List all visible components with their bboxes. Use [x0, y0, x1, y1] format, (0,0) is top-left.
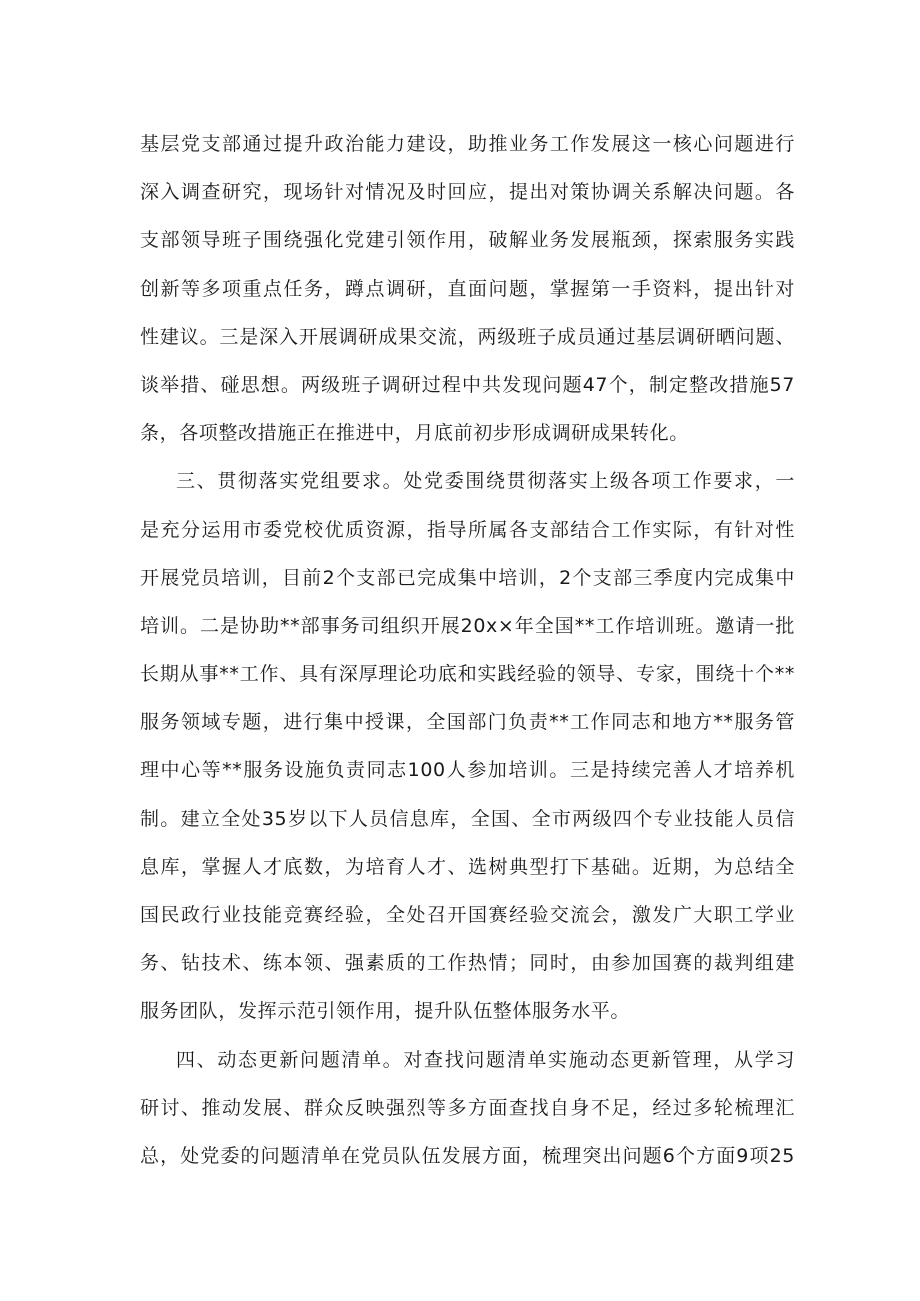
text-line: 制。建立全处35岁以下人员信息库，全国、全市两级四个专业技能人员信 — [140, 807, 795, 830]
text-line: 理中心等**服务设施负责同志100人参加培训。三是持续完善人才培养机 — [140, 759, 795, 782]
text-line: 深入调查研究，现场针对情况及时回应，提出对策协调关系解决问题。各 — [140, 181, 795, 204]
text-line: 服务领域专题，进行集中授课，全国部门负责**工作同志和地方**服务管 — [140, 711, 795, 734]
text-line: 性建议。三是深入开展调研成果交流，两级班子成员通过基层调研晒问题、 — [140, 325, 795, 348]
text-line: 总，处党委的问题清单在党员队伍发展方面，梳理突出问题6个方面9项25 — [140, 1144, 795, 1167]
text-line: 是充分运用市委党校优质资源，指导所属各支部结合工作实际，有针对性 — [140, 518, 795, 541]
text-line: 条，各项整改措施正在推进中，月底前初步形成调研成果转化。 — [140, 422, 689, 445]
text-line: 支部领导班子围绕强化党建引领作用，破解业务发展瓶颈，探索服务实践 — [140, 229, 795, 252]
body-text — [140, 120, 795, 1180]
section-heading-line: 四、动态更新问题清单。对查找问题清单实施动态更新管理，从学习 — [176, 1048, 795, 1071]
text-line: 务、钻技术、练本领、强素质的工作热情；同时，由参加国赛的裁判组建 — [140, 952, 795, 975]
text-line: 培训。二是协助**部事务司组织开展20x×年全国**工作培训班。邀请一批 — [140, 614, 795, 637]
text-line: 基层党支部通过提升政治能力建设，助推业务工作发展这一核心问题进行 — [140, 133, 795, 155]
text-line: 国民政行业技能竞赛经验，全处召开国赛经验交流会，激发广大职工学业 — [140, 904, 795, 926]
text-line: 谈举措、碰思想。两级班子调研过程中共发现问题47个，制定整改措施57 — [140, 373, 795, 396]
text-line: 开展党员培训，目前2个支部已完成集中培训，2个支部三季度内完成集中 — [140, 566, 795, 589]
text-line: 研讨、推动发展、群众反映强烈等多方面查找自身不足，经过多轮梳理汇 — [140, 1096, 795, 1119]
section-heading-line: 三、贯彻落实党组要求。处党委围绕贯彻落实上级各项工作要求，一 — [176, 470, 795, 493]
text-line: 服务团队，发挥示范引领作用，提升队伍整体服务水平。 — [140, 1000, 631, 1023]
text-line: 长期从事**工作、具有深厚理论功底和实践经验的领导、专家，围绕十个** — [140, 663, 795, 686]
text-line: 创新等多项重点任务，蹲点调研，直面问题，掌握第一手资料，提出针对 — [140, 277, 795, 300]
text-line: 息库，掌握人才底数，为培育人才、选树典型打下基础。近期，为总结全 — [140, 855, 795, 878]
